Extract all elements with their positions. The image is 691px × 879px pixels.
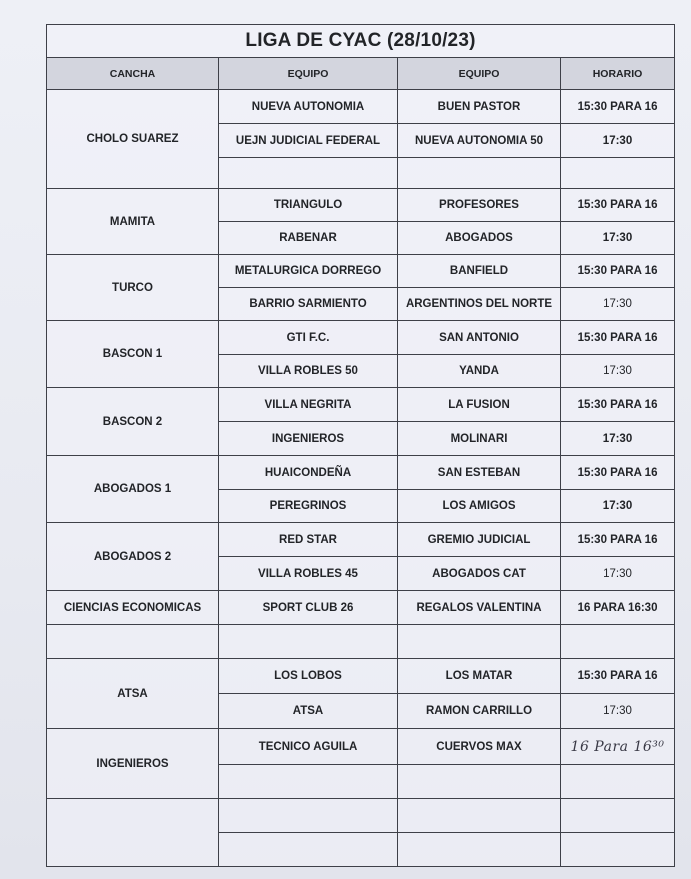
empty-cell — [219, 158, 398, 189]
handwritten-time-cell: 16 Para 16³⁰ — [561, 729, 675, 765]
time-cell: 15:30 PARA 16 — [561, 255, 675, 288]
table-row — [47, 321, 675, 355]
team-away-cell: RAMON CARRILLO — [398, 694, 561, 729]
team-home-cell: RED STAR — [219, 523, 398, 557]
empty-cell — [47, 625, 219, 659]
time-cell: 17:30 — [561, 124, 675, 158]
cancha-cell: ABOGADOS 2 — [47, 523, 219, 591]
team-home-cell: NUEVA AUTONOMIA — [219, 90, 398, 124]
empty-cell — [47, 799, 219, 867]
empty-cell — [398, 625, 561, 659]
table-row — [47, 189, 675, 222]
table-row — [47, 591, 675, 625]
team-away-cell: GREMIO JUDICIAL — [398, 523, 561, 557]
empty-cell — [561, 625, 675, 659]
time-cell: 17:30 — [561, 422, 675, 456]
team-home-cell: VILLA NEGRITA — [219, 388, 398, 422]
table-row — [47, 90, 675, 124]
team-away-cell: ARGENTINOS DEL NORTE — [398, 288, 561, 321]
header-cancha: CANCHA — [47, 58, 219, 90]
team-home-cell: METALURGICA DORREGO — [219, 255, 398, 288]
page-title: LIGA DE CYAC (28/10/23) — [47, 25, 675, 58]
team-home-cell: HUAICONDEÑA — [219, 456, 398, 490]
team-home-cell: VILLA ROBLES 50 — [219, 355, 398, 388]
cancha-cell: CHOLO SUAREZ — [47, 90, 219, 189]
team-home-cell: ATSA — [219, 694, 398, 729]
table-row — [47, 659, 675, 694]
header-row — [47, 58, 675, 90]
team-home-cell: VILLA ROBLES 45 — [219, 557, 398, 591]
table-row — [47, 388, 675, 422]
empty-cell — [561, 833, 675, 867]
team-home-cell: INGENIEROS — [219, 422, 398, 456]
team-home-cell: GTI F.C. — [219, 321, 398, 355]
header-equipo-2: EQUIPO — [398, 58, 561, 90]
empty-cell — [398, 765, 561, 799]
fixture-table — [46, 24, 675, 867]
empty-cell — [561, 799, 675, 833]
team-away-cell: LA FUSION — [398, 388, 561, 422]
empty-cell — [219, 799, 398, 833]
team-home-cell: SPORT CLUB 26 — [219, 591, 398, 625]
cancha-cell: CIENCIAS ECONOMICAS — [47, 591, 219, 625]
time-cell: 15:30 PARA 16 — [561, 388, 675, 422]
cancha-cell: INGENIEROS — [47, 729, 219, 799]
time-cell: 15:30 PARA 16 — [561, 523, 675, 557]
cancha-cell: ABOGADOS 1 — [47, 456, 219, 523]
header-horario: HORARIO — [561, 58, 675, 90]
header-equipo-1: EQUIPO — [219, 58, 398, 90]
team-away-cell: MOLINARI — [398, 422, 561, 456]
team-away-cell: CUERVOS MAX — [398, 729, 561, 765]
team-home-cell: BARRIO SARMIENTO — [219, 288, 398, 321]
empty-cell — [398, 158, 561, 189]
team-away-cell: SAN ANTONIO — [398, 321, 561, 355]
empty-row — [47, 799, 675, 833]
team-away-cell: PROFESORES — [398, 189, 561, 222]
team-away-cell: BANFIELD — [398, 255, 561, 288]
team-away-cell: YANDA — [398, 355, 561, 388]
cancha-cell: BASCON 1 — [47, 321, 219, 388]
team-away-cell: SAN ESTEBAN — [398, 456, 561, 490]
team-away-cell: REGALOS VALENTINA — [398, 591, 561, 625]
empty-cell — [219, 625, 398, 659]
table-row — [47, 456, 675, 490]
empty-cell — [561, 158, 675, 189]
empty-cell — [398, 799, 561, 833]
cancha-cell: MAMITA — [47, 189, 219, 255]
team-away-cell: LOS AMIGOS — [398, 490, 561, 523]
empty-cell — [219, 833, 398, 867]
team-home-cell: LOS LOBOS — [219, 659, 398, 694]
time-cell: 17:30 — [561, 222, 675, 255]
team-home-cell: PEREGRINOS — [219, 490, 398, 523]
team-away-cell: BUEN PASTOR — [398, 90, 561, 124]
time-cell: 15:30 PARA 16 — [561, 659, 675, 694]
title-row — [47, 25, 675, 58]
team-away-cell: NUEVA AUTONOMIA 50 — [398, 124, 561, 158]
time-cell: 16 PARA 16:30 — [561, 591, 675, 625]
team-away-cell: LOS MATAR — [398, 659, 561, 694]
cancha-cell: TURCO — [47, 255, 219, 321]
empty-row — [47, 625, 675, 659]
team-home-cell: TRIANGULO — [219, 189, 398, 222]
empty-cell — [561, 765, 675, 799]
time-cell: 17:30 — [561, 490, 675, 523]
cancha-cell: BASCON 2 — [47, 388, 219, 456]
empty-cell — [398, 833, 561, 867]
team-home-cell: TECNICO AGUILA — [219, 729, 398, 765]
time-cell: 15:30 PARA 16 — [561, 321, 675, 355]
time-cell: 17:30 — [561, 557, 675, 591]
team-away-cell: ABOGADOS CAT — [398, 557, 561, 591]
time-cell: 15:30 PARA 16 — [561, 90, 675, 124]
table-row — [47, 523, 675, 557]
cancha-cell: ATSA — [47, 659, 219, 729]
table-row — [47, 255, 675, 288]
time-cell: 17:30 — [561, 288, 675, 321]
time-cell: 15:30 PARA 16 — [561, 456, 675, 490]
team-home-cell: RABENAR — [219, 222, 398, 255]
table-row — [47, 729, 675, 765]
empty-cell — [219, 765, 398, 799]
time-cell: 17:30 — [561, 355, 675, 388]
team-away-cell: ABOGADOS — [398, 222, 561, 255]
time-cell: 17:30 — [561, 694, 675, 729]
time-cell: 15:30 PARA 16 — [561, 189, 675, 222]
team-home-cell: UEJN JUDICIAL FEDERAL — [219, 124, 398, 158]
